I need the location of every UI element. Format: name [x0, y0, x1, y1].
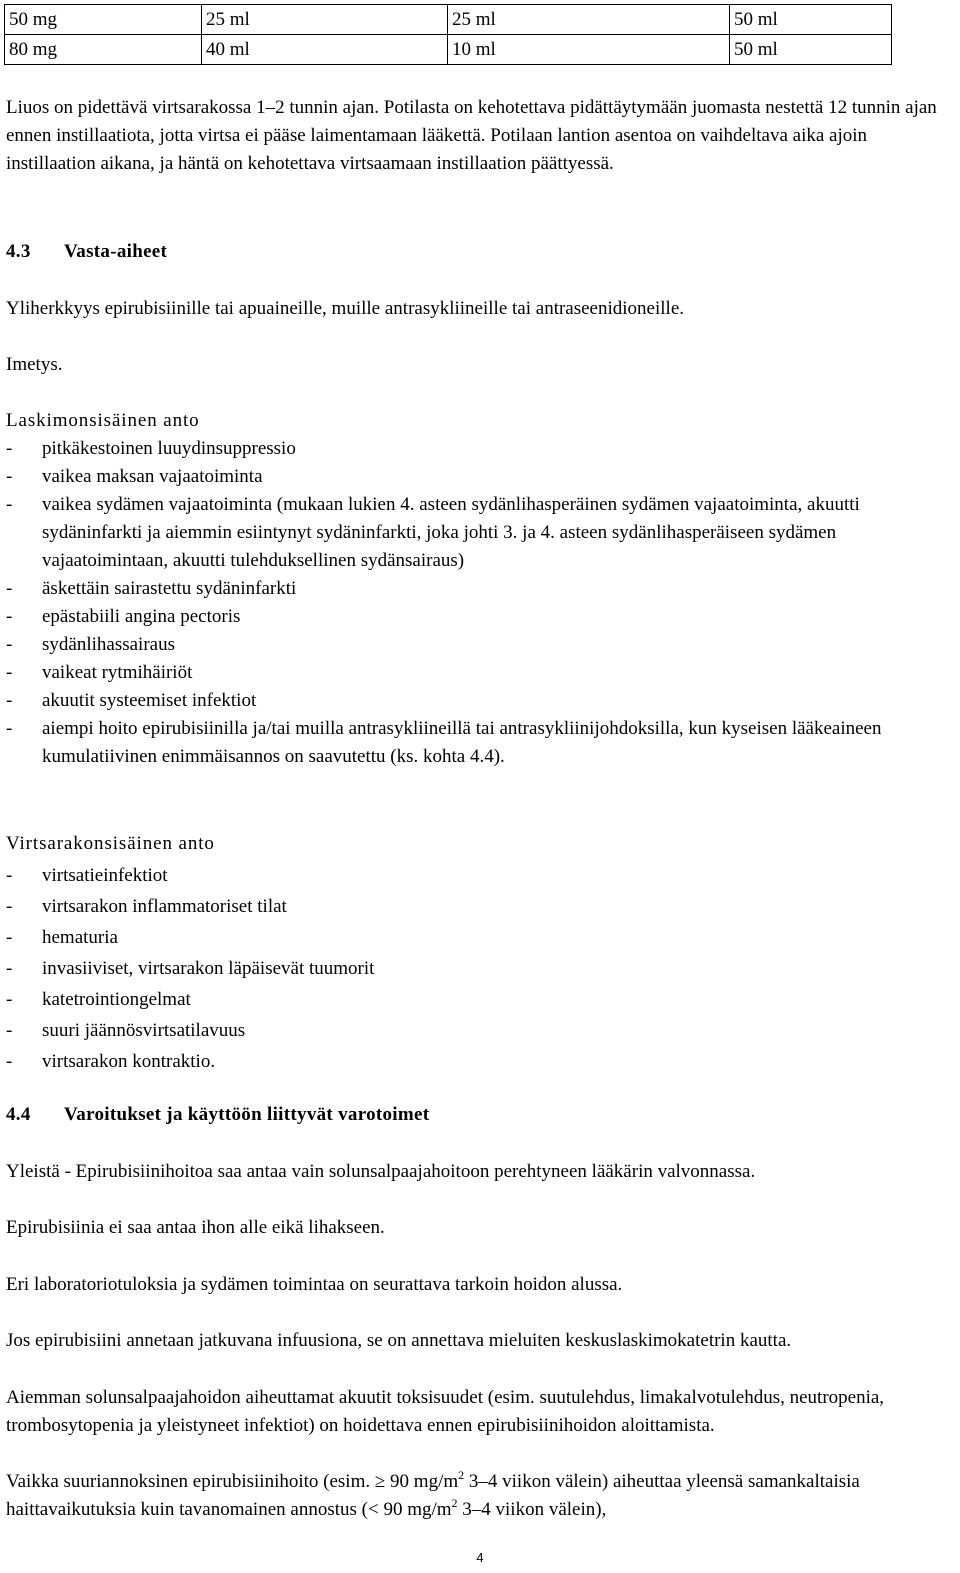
- warning-paragraph: Epirubisiinia ei saa antaa ihon alle eikä lihakseen.: [6, 1217, 385, 1238]
- list-item: - sydänlihassairaus: [6, 634, 175, 655]
- vesical-subheading: Virtsarakonsisäinen anto: [6, 833, 215, 854]
- list-item: - epästabiili angina pectoris: [6, 606, 241, 627]
- dose-table: [4, 4, 892, 65]
- list-item: - virtsarakon kontraktio.: [6, 1051, 216, 1072]
- list-item: - pitkäkestoinen luuydinsuppressio: [6, 438, 296, 459]
- warning-paragraph: Eri laboratoriotuloksia ja sydämen toimintaa on seurattava tarkoin hoidon alussa.: [6, 1274, 623, 1295]
- list-item: - aiempi hoito epirubisiinilla ja/tai muilla antrasykliineillä tai antrasykliinijohdoksilla, kun kyseisen lääkeaineen kumulatiivinen enimmäisannos on saavutettu (ks. kohta 4.4).: [6, 718, 882, 767]
- table-row: [5, 5, 892, 35]
- vesical-contraindication-list: [6, 860, 956, 1077]
- list-item: - äskettäin sairastettu sydäninfarkti: [6, 578, 297, 599]
- table-cell: 50 ml: [730, 5, 892, 35]
- table-cell: 25 ml: [202, 5, 448, 35]
- list-item: - suuri jäännösvirtsatilavuus: [6, 1020, 246, 1041]
- section-title: Varoitukset ja käyttöön liittyvät varotoimet: [64, 1104, 430, 1125]
- contraindication-breastfeeding: Imetys.: [6, 354, 63, 375]
- list-item: - hematuria: [6, 927, 118, 948]
- iv-subheading: Laskimonsisäinen anto: [6, 410, 200, 431]
- list-item: - vaikea maksan vajaatoiminta: [6, 466, 263, 487]
- warning-paragraph: Jos epirubisiini annetaan jatkuvana infuusiona, se on annettava mieluiten keskuslaskimokatetrin kautta.: [6, 1330, 792, 1351]
- table-cell: 10 ml: [448, 35, 730, 65]
- iv-contraindication-list: [6, 435, 956, 771]
- list-item: - virtsatieinfektiot: [6, 865, 168, 886]
- list-item: - invasiiviset, virtsarakon läpäisevät tuumorit: [6, 958, 375, 979]
- table-row: [5, 35, 892, 65]
- table-cell: 80 mg: [5, 35, 202, 65]
- list-item: - akuutit systeemiset infektiot: [6, 690, 257, 711]
- section-number: 4.3: [6, 241, 31, 262]
- warning-paragraph: Yleistä - Epirubisiinihoitoa saa antaa vain solunsalpaajahoitoon perehtyneen lääkärin valvonnassa.: [6, 1161, 756, 1182]
- table-cell: 50 ml: [730, 35, 892, 65]
- section-number: 4.4: [6, 1104, 31, 1125]
- list-item: - vaikea sydämen vajaatoiminta (mukaan lukien 4. asteen sydänlihasperäinen sydämen vajaatoiminta, akuutti sydäninfarkti ja aiemmin esiintynyt sydäninfarkti, joka johti 3. ja 4. asteen sydänlihasperäiseen sydämen vajaatoimintaan, akuutti tulehduksellinen sydänsairaus): [6, 494, 860, 571]
- contraindication-hypersensitivity: Yliherkkyys epirubisiinille tai apuaineille, muille antrasykliineille tai antraseenidioneille.: [6, 298, 684, 319]
- list-item: - vaikeat rytmihäiriöt: [6, 662, 193, 683]
- section-heading-4-4: [6, 1101, 956, 1129]
- warning-paragraph: Aiemman solunsalpaajahoidon aiheuttamat akuutit toksisuudet (esim. suutulehdus, limakalvotulehdus, neutropenia, trombosytopenia ja yleistyneet infektiot) on hoidettava ennen epirubisiinihoidon aloittamista.: [6, 1387, 885, 1436]
- table-cell: 40 ml: [202, 35, 448, 65]
- page-number: 4: [476, 1550, 484, 1565]
- instillation-paragraph: Liuos on pidettävä virtsarakossa 1–2 tunnin ajan. Potilasta on kehotettava pidättäytymään juomasta nestettä 12 tunnin ajan ennen instillaatiota, jotta virtsa ei pääse laimentamaan lääkettä. Potilaan lantion asentoa on vaihdeltava aika ajoin instillaation aikana, ja häntä on kehotettava virtsaamaan instillaation päättyessä.: [6, 97, 937, 174]
- warning-paragraph-high-dose: Vaikka suuriannoksinen epirubisiinihoito (esim. ≥ 90 $mg/m^2$ 3–4 viikon välein) aiheuttaa yleensä samankaltaisia haittavaikutuksia kuin tavanomainen annostus (< 90 $mg/m^2$ 3–4 viikon välein),: [6, 1468, 860, 1520]
- section-title: Vasta-aiheet: [64, 241, 168, 262]
- table-cell: 50 mg: [5, 5, 202, 35]
- section-heading-4-3: [6, 238, 956, 266]
- table-cell: 25 ml: [448, 5, 730, 35]
- list-item: - virtsarakon inflammatoriset tilat: [6, 896, 287, 917]
- list-item: - katetrointiongelmat: [6, 989, 191, 1010]
